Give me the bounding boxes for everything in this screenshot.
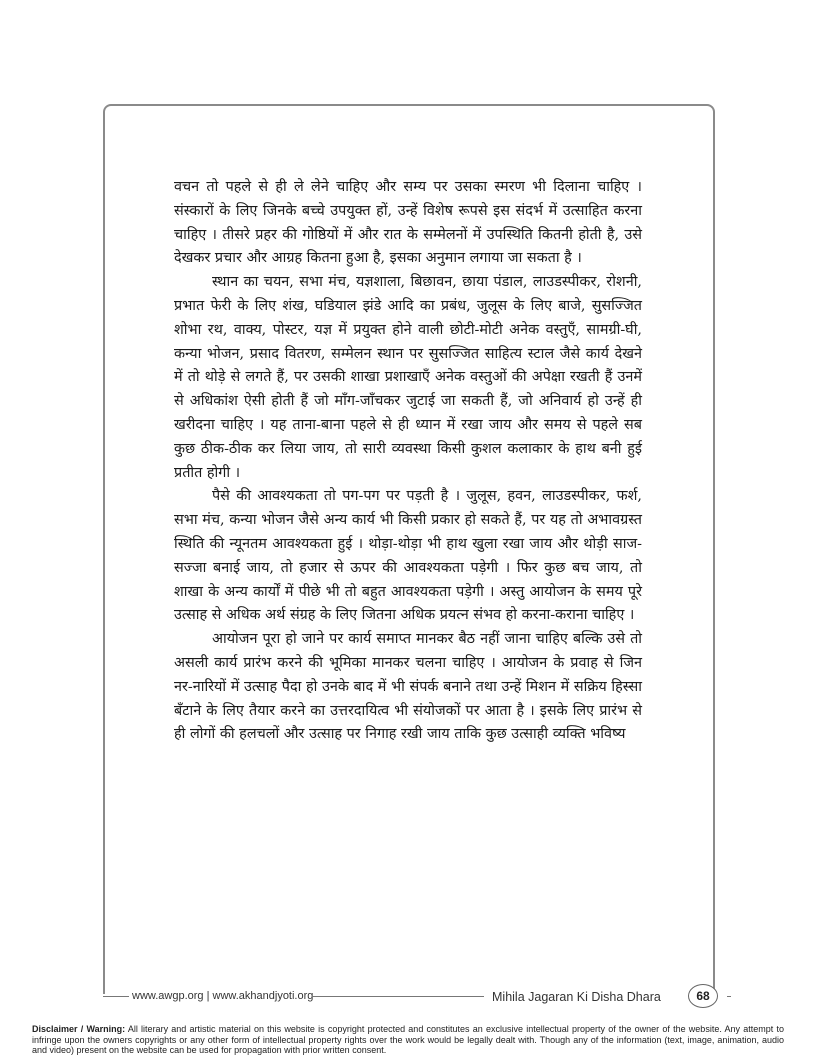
page-footer bbox=[0, 984, 816, 1014]
paragraph-2: स्थान का चयन, सभा मंच, यज्ञशाला, बिछावन, छाया पंडाल, लाउडस्पीकर, रोशनी, प्रभात फेरी के लिए शंख, घडियाल झंडे आदि का प्रबंध, जुलूस के लिए बाजे, सुसज्जित शोभा रथ, वाक्य, पोस्टर, यज्ञ में प्रयुक्त होने वाली छोटी-मोटी अनेक वस्तुएँ, सामग्री-घी, कन्या भोजन, प्रसाद वितरण, सम्मेलन स्थान पर सुसज्जित साहित्य स्टाल जैसे कार्य देखने में तो थोड़े से लगते हैं, पर उसकी शाखा प्रशाखाएँ अनेक वस्तुओं की अपेक्षा रखती हैं उनमें से अधिकांश ऐसी होती हैं जो माँग-जाँचकर जुटाई जा सकती हैं, जो अनिवार्य हो उन्हें ही खरीदना चाहिए । यह ताना-बाना पहले से ही ध्यान में रखा जाय और समय से पहले सब कुछ ठीक-ठीक कर लिया जाय, तो सारी व्यवस्था किसी कुशल कलाकार के हाथ बनी हुई प्रतीत होगी । bbox=[174, 274, 642, 481]
disclaimer-label: Disclaimer / Warning: bbox=[32, 1024, 126, 1034]
paragraph-4: आयोजन पूरा हो जाने पर कार्य समाप्त मानकर बैठ नहीं जाना चाहिए बल्कि उसे तो असली कार्य प्रारंभ करने की भूमिका मानकर चलना चाहिए । आयोजन के प्रवाह से जिन नर-नारियों में उत्साह पैदा हो उनके बाद में भी संपर्क बनाने तथा उन्हें मिशन में सक्रिय हिस्सा बँटाने के लिए तैयार करने का उत्तरदायित्व भी संयोजकों पर आता है । इसके लिए प्रारंभ से ही लोगों की हलचलों और उत्साह पर निगाह रखी जाय ताकि कुछ उत्साही व्यक्ति भविष्य bbox=[174, 631, 642, 743]
paragraph-3: पैसे की आवश्यकता तो पग-पग पर पड़ती है । जुलूस, हवन, लाउडस्पीकर, फर्श, सभा मंच, कन्या भोजन जैसे अन्य कार्य भी किसी प्रकार हो सकते हैं, पर यह तो अभावग्रस्त स्थिति की न्यूनतम आवश्यकता हुई । थोड़ा-थोड़ा भी हाथ खुला रखा जाय और थोड़ी साज-सज्जा बनाई जाय, तो हजार से ऊपर की आवश्यकता पड़ेगी । फिर कुछ बच जाय, तो शाखा के अन्य कार्यों में पीछे भी तो बहुत आवश्यकता पड़ेगी । अस्तु आयोजन के समय पूरे उत्साह से अधिक अर्थ संग्रह के लिए जितना अधिक प्रयत्न संभव हो करना-कराना चाहिए । bbox=[174, 488, 642, 624]
footer-book-title: Mihila Jagaran Ki Disha Dhara bbox=[492, 990, 661, 1004]
page-number: 68 bbox=[688, 984, 718, 1008]
disclaimer-text: All literary and artistic material on this website is copyright protected and constitutes an exclusive intellectual property of the owner of the website. Any attempt to infringe upon the owners copyrights or any other form of intellectual property rights over the work would be legally dealt with. Though any of the information (text, image, animation, audio and video) present on the website can be used for propagation with prior written consent. bbox=[32, 1024, 784, 1055]
footer-websites: www.awgp.org | www.akhandjyoti.org bbox=[132, 990, 314, 1002]
footer-rule-right bbox=[727, 996, 731, 997]
footer-rule-left bbox=[103, 996, 129, 997]
disclaimer bbox=[32, 1024, 784, 1056]
paragraph-1: वचन तो पहले से ही ले लेने चाहिए और सम्य पर उसका स्मरण भी दिलाना चाहिए । संस्कारों के लिए जिनके बच्चे उपयुक्त हों, उन्हें विशेष रूपसे इस संदर्भ में उत्साहित करना चाहिए । तीसरे प्रहर की गोष्ठियों में और रात के सम्मेलनों में उपस्थिति कितनी होती है, उसे देखकर प्रचार और आग्रह कितना हुआ है, इसका अनुमान लगाया जा सकता है । bbox=[174, 179, 642, 267]
page-body bbox=[174, 176, 642, 747]
footer-rule-middle bbox=[312, 996, 484, 997]
